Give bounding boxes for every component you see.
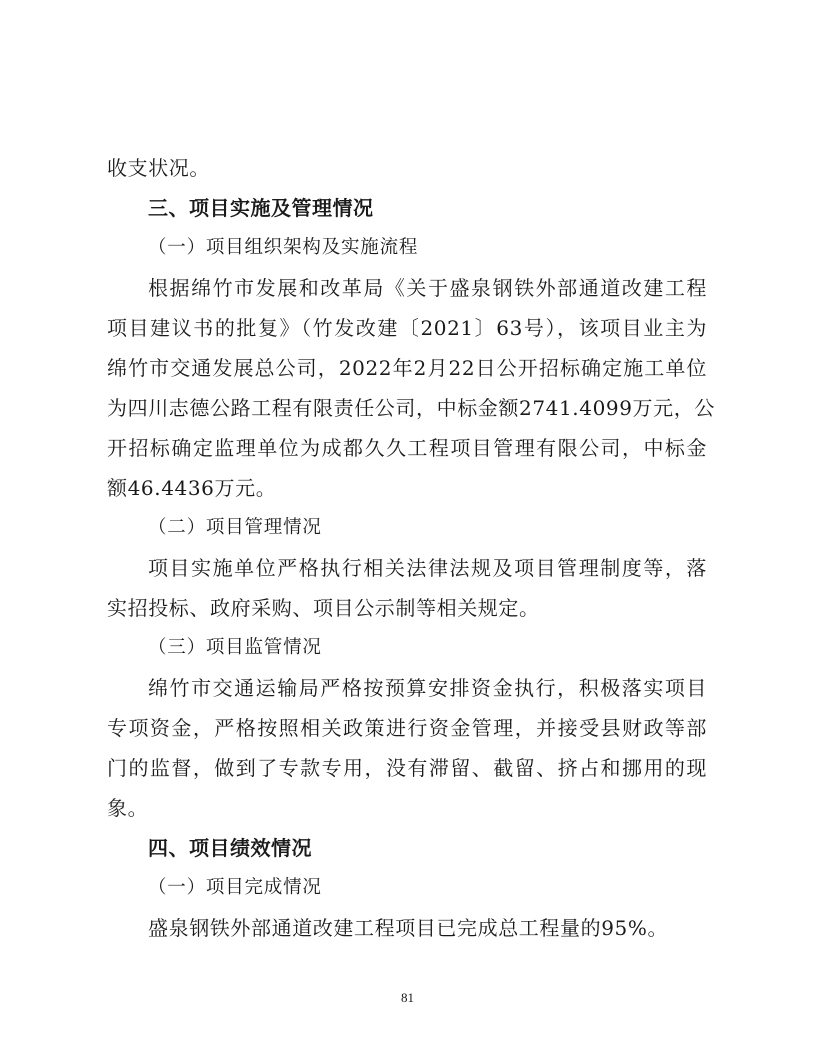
paragraph-line: 收支状况。 xyxy=(107,156,210,180)
paragraph-line: 门的监督，做到了专款专用，没有滞留、截留、挤占和挪用的现 xyxy=(107,756,707,780)
paragraph-line: 项目建议书的批复》（竹发改建〔2021〕63号），该项目业主为 xyxy=(107,316,707,340)
subsection-heading-3-1: （一）项目组织架构及实施流程 xyxy=(148,237,419,258)
section-heading-3: 三、项目实施及管理情况 xyxy=(148,196,374,220)
page-body xyxy=(107,148,715,948)
paragraph-line: 绵竹市交通发展总公司，2022年2月22日公开招标确定施工单位 xyxy=(107,356,707,380)
subsection-heading-4-1: （一）项目完成情况 xyxy=(148,877,322,898)
paragraph-line: 盛泉钢铁外部通道改建工程项目已完成总工程量的95%。 xyxy=(148,916,669,940)
paragraph-line: 开招标确定监理单位为成都久久工程项目管理有限公司，中标金 xyxy=(107,436,707,460)
paragraph-line: 项目实施单位严格执行相关法律法规及项目管理制度等，落 xyxy=(148,556,707,580)
paragraph-line: 根据绵竹市发展和改革局《关于盛泉钢铁外部通道改建工程 xyxy=(148,276,707,300)
section-heading-4: 四、项目绩效情况 xyxy=(148,836,312,860)
paragraph-line: 象。 xyxy=(107,796,149,820)
page-number: 81 xyxy=(401,990,414,1005)
subsection-heading-3-3: （三）项目监管情况 xyxy=(148,637,322,658)
paragraph-line: 实招投标、政府采购、项目公示制等相关规定。 xyxy=(107,596,540,620)
paragraph-line: 专项资金，严格按照相关政策进行资金管理，并接受县财政等部 xyxy=(107,716,707,740)
subsection-heading-3-2: （二）项目管理情况 xyxy=(148,517,322,538)
paragraph-line: 绵竹市交通运输局严格按预算安排资金执行，积极落实项目 xyxy=(148,676,707,700)
paragraph-line: 额46.4436万元。 xyxy=(107,476,277,500)
paragraph-line: 为四川志德公路工程有限责任公司，中标金额2741.4099万元，公 xyxy=(107,396,715,420)
